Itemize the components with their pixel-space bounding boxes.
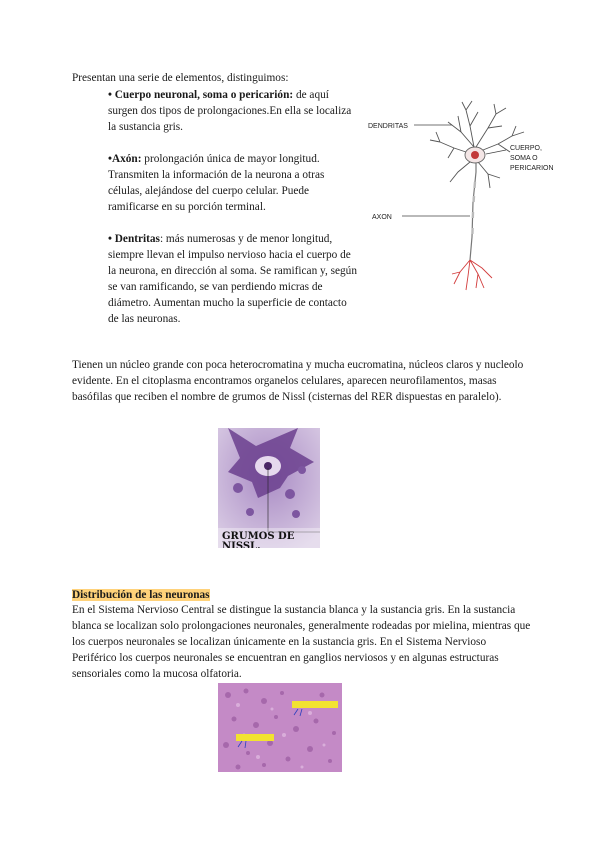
section-heading-text: Distribución de las neuronas xyxy=(72,589,210,601)
tissue-micrograph xyxy=(218,683,342,772)
label-dendritas: DENDRITAS xyxy=(368,123,408,130)
nissl-caption-2: NISSL. xyxy=(222,541,261,548)
item-label: • Cuerpo neuronal, soma o pericarión: xyxy=(108,89,294,101)
section-heading xyxy=(72,587,210,603)
nucleus-shape xyxy=(471,151,479,159)
list-item-dendritas xyxy=(108,231,358,327)
paragraph-nucleus: Tienen un núcleo grande con poca heterocromatina y mucha eucromatina, núcleos claros y nucleolo evidente. En el citoplasma encontramos organelos celulares, aparecen neurofilamentos, masas basófilas que reciben el nombre de grumos de Nissl (cisternas del RER dispuestas en paralelo). xyxy=(72,359,524,403)
item-text: : más numerosas y de menor longitud, siempre llevan el impulso nervioso hacia el cuerpo de la neurona, en dirección al soma. Se ramifican y, según se van ramificando, se van perdiendo micras de diámetro. Aumentan mucho la superficie de contacto de las neuronas. xyxy=(108,233,357,325)
component-list xyxy=(108,87,358,343)
nissl-micrograph xyxy=(218,428,320,548)
label-cuerpo-1: CUERPO, xyxy=(510,145,542,152)
item-text: de aquí surgen dos tipos de prolongaciones.En ella se localiza la sustancia gris. xyxy=(108,89,352,133)
axon-terminal-shape xyxy=(452,260,492,290)
label-cuerpo-3: PERICARION xyxy=(510,165,554,172)
axon-shape xyxy=(470,163,476,260)
item-label: •Axón: xyxy=(108,153,142,165)
list-item-soma xyxy=(108,87,358,135)
tissue-label-top xyxy=(292,701,338,708)
tissue-label-bottom xyxy=(236,734,274,741)
list-item-axon xyxy=(108,151,358,215)
label-cuerpo-2: SOMA O xyxy=(510,155,538,162)
item-label: • Dentritas xyxy=(108,233,160,245)
item-text: prolongación única de mayor longitud. Transmiten la información de la neurona a otras células, alejándose del cuerpo celular. Puede ramificarse en su porción terminal. xyxy=(108,153,325,213)
neuron-diagram xyxy=(366,92,566,302)
paragraph-distribution: En el Sistema Nervioso Central se distingue la sustancia blanca y la sustancia gris. En la sustancia blanca se localizan solo prolongaciones neuronales, generalmente rodeadas por mielina, mientras que los cuerpos neuronales se localizan únicamente en la sustancia gris. En el Sistema Nervioso Periférico los cuerpos neuronales se encuentran en ganglios nerviosos y en algunas estructuras sensoriales como la mucosa olfatoria. xyxy=(72,604,531,680)
nissl-caption-1: GRUMOS DE xyxy=(222,531,295,542)
label-axon: AXON xyxy=(372,214,392,221)
intro-line: Presentan una serie de elementos, distinguimos: xyxy=(72,72,289,84)
